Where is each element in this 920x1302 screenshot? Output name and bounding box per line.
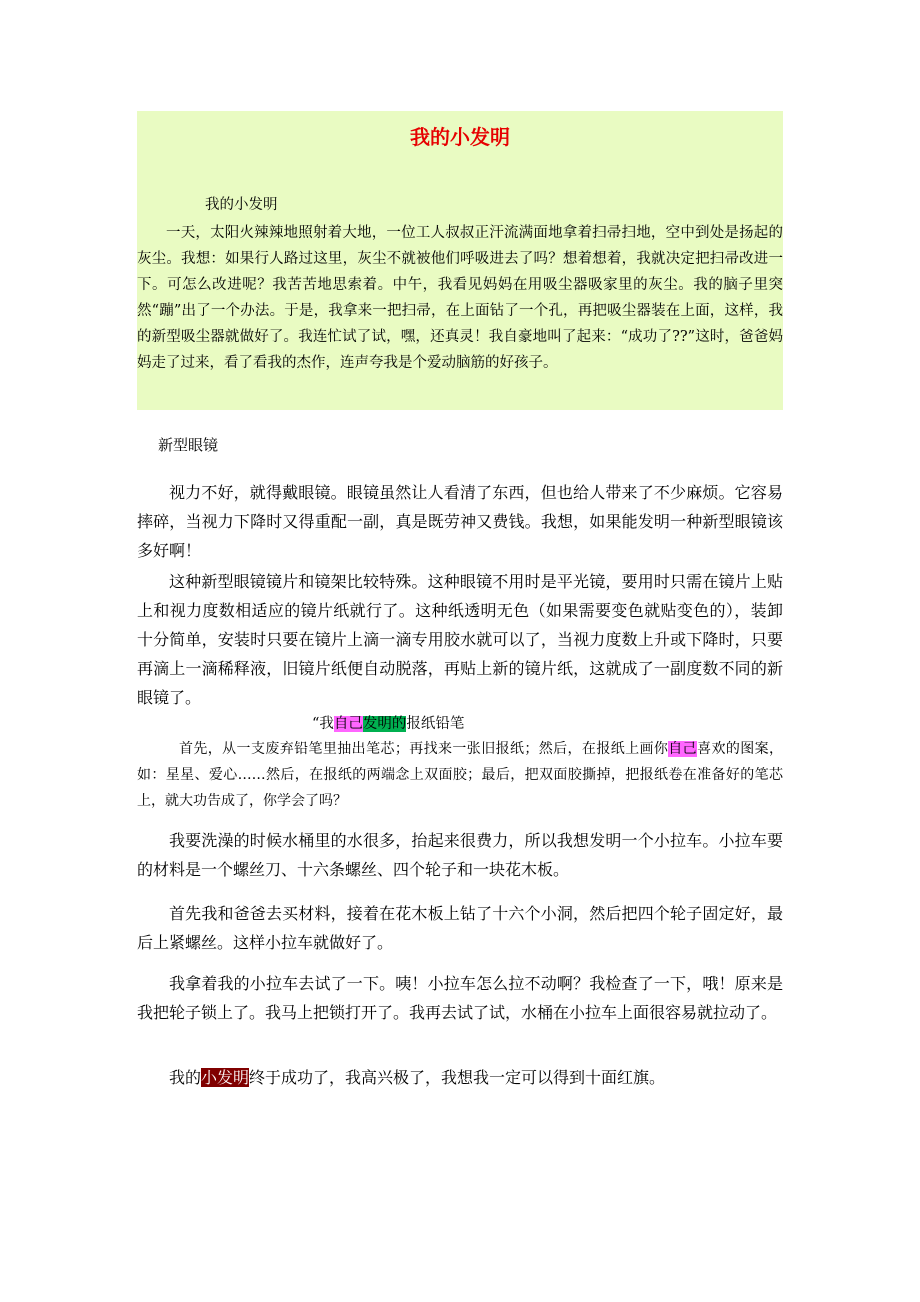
pencil-text-highlight: 自己 [668, 741, 698, 757]
cart-text-highlight: 小发明 [201, 1068, 250, 1087]
pencil-paragraph [137, 736, 783, 814]
pencil-text-b: 喜欢的图案，如：星星、爱心……然后，在报纸的两端念上双面胶；最后，把双面胶撕掉，把报纸卷在准备好的笔芯上，就大功告成了，你学会了吗？ [137, 741, 784, 809]
pencil-heading-highlight-1: 自己 [333, 716, 363, 732]
cart-text-b: 终于成功了，我高兴极了，我想我一定可以得到十面红旗。 [249, 1068, 666, 1087]
pencil-heading [312, 713, 464, 735]
story-paragraph: 一天，太阳火辣辣地照射着大地，一位工人叔叔正汗流满面地拿着扫帚扫地，空中到处是扬起的灰尘。我想：如果行人路过这里，灰尘不就被他们呼吸进去了吗？想着想着，我就决定把扫帚改进一下。可怎么改进呢？我苦苦地思索着。中午，我看见妈妈在用吸尘器吸家里的灰尘。我的脑子里突然“蹦”出了一个办法。于是，我拿来一把扫帚，在上面钻了一个孔，再把吸尘器装在上面，这样，我的新型吸尘器就做好了。我连忙试了试，嘿，还真灵！我自豪地叫了起来：“成功了??”这时，爸爸妈妈走了过来，看了看我的杰作，连声夸我是个爱动脑筋的好孩子。 [137, 225, 783, 371]
story-subtitle: 我的小发明 [205, 197, 278, 213]
cart-paragraph-4 [137, 1063, 783, 1092]
glasses-paragraph-2: 这种新型眼镜镜片和镜架比较特殊。这种眼镜不用时是平光镜，要用时只需在镜片上贴上和视力度数相适应的镜片纸就行了。这种纸透明无色（如果需要变色就贴变色的），装卸十分简单，安装时只要在镜片上滴一滴专用胶水就可以了，当视力度数上升或下降时，只要再滴上一滴稀释液，旧镜片纸便自动脱落，再贴上新的镜片纸，这就成了一副度数不同的新眼镜了。 [137, 572, 783, 707]
pencil-text-a: 首先，从一支废弃铅笔里抽出笔芯；再找来一张旧报纸；然后，在报纸上画你 [179, 741, 669, 757]
cart-paragraph-2: 首先我和爸爸去买材料，接着在花木板上钻了十六个小洞，然后把四个轮子固定好，最后上紧螺丝。这样小拉车就做好了。 [137, 904, 783, 952]
glasses-paragraph-1: 视力不好，就得戴眼镜。眼镜虽然让人看清了东西，但也给人带来了不少麻烦。它容易摔碎，当视力下降时又得重配一副，真是既劳神又费钱。我想，如果能发明一种新型眼镜该多好啊！ [137, 483, 783, 560]
page-title: 我的小发明 [410, 125, 510, 149]
pencil-heading-suffix: 报纸铅笔 [406, 716, 465, 732]
pencil-heading-highlight-2: 发明的 [362, 716, 407, 732]
glasses-heading: 新型眼镜 [158, 436, 219, 454]
cart-text-a: 我的 [169, 1068, 202, 1087]
intro-box [137, 111, 783, 410]
cart-paragraph-1: 我要洗澡的时候水桶里的水很多，抬起来很费力，所以我想发明一个小拉车。小拉车要的材料是一个螺丝刀、十六条螺丝、四个轮子和一块花木板。 [137, 831, 783, 879]
pencil-heading-prefix: “我 [312, 716, 334, 732]
cart-paragraph-3: 我拿着我的小拉车去试了一下。咦！小拉车怎么拉不动啊？我检查了一下，哦！原来是我把轮子锁上了。我马上把锁打开了。我再去试了试，水桶在小拉车上面很容易就拉动了。 [137, 974, 783, 1022]
